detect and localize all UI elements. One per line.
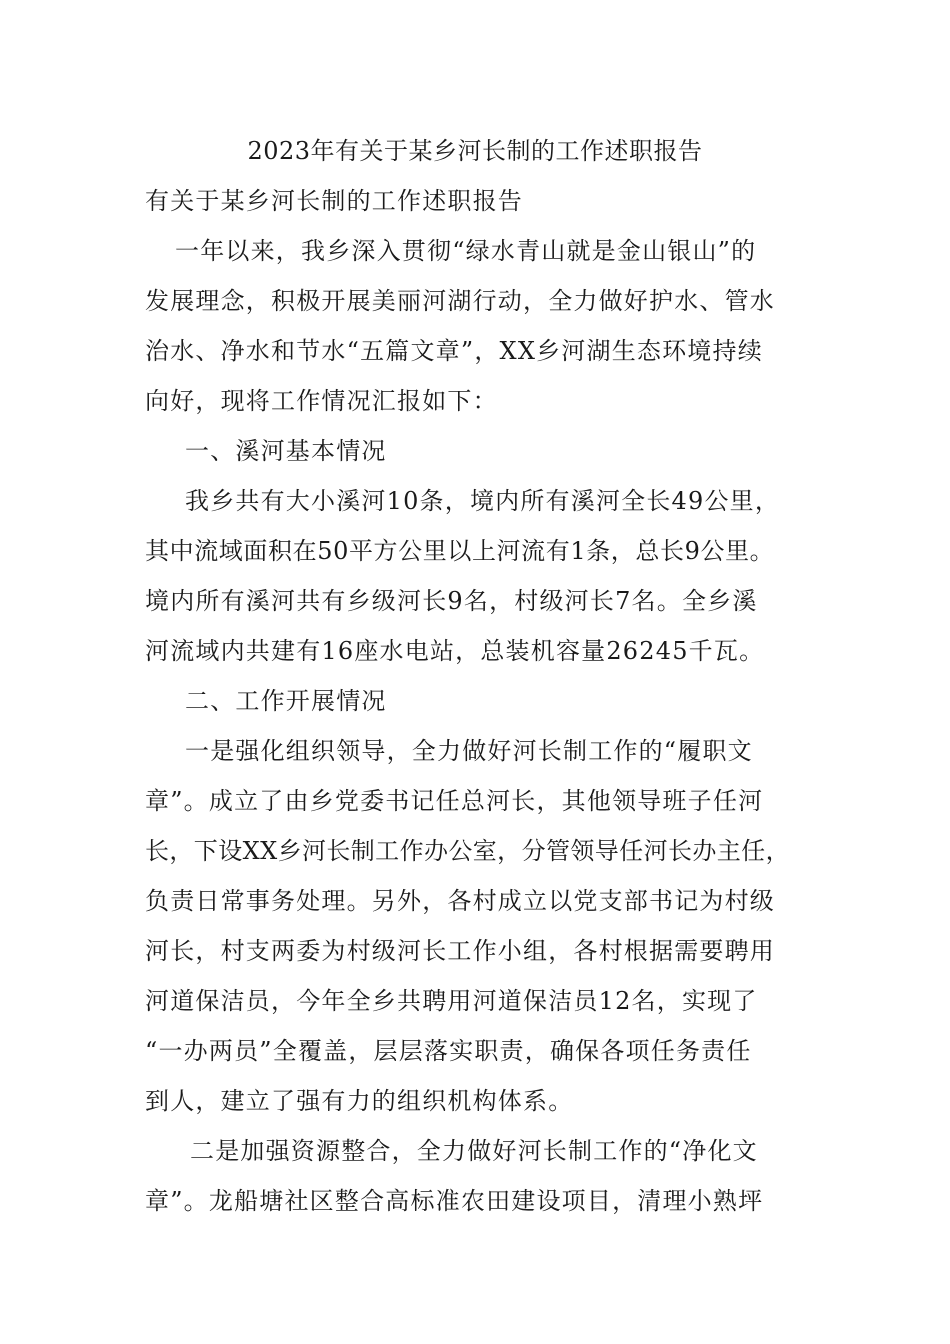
paragraph-line: 一是强化组织领导，全力做好河长制工作的“履职文 — [185, 737, 753, 765]
paragraph-line: 章”。成立了由乡党委书记任总河长，其他领导班子任河 — [145, 787, 764, 815]
document-title: 2023年有关于某乡河长制的工作述职报告 — [247, 137, 703, 165]
paragraph-line: 河道保洁员，今年全乡共聘用河道保洁员12名，实现了 — [145, 987, 758, 1015]
paragraph-line: 我乡共有大小溪河10条，境内所有溪河全长49公里， — [185, 487, 781, 515]
paragraph-line: 章”。龙船塘社区整合高标准农田建设项目，清理小熟坪 — [145, 1187, 764, 1215]
paragraph-line: 其中流域面积在50平方公里以上河流有1条，总长9公里。 — [145, 537, 775, 565]
paragraph-line: 发展理念，积极开展美丽河湖行动，全力做好护水、管水 — [145, 287, 775, 315]
paragraph-line: 二是加强资源整合，全力做好河长制工作的“净化文 — [190, 1137, 758, 1165]
paragraph-line: “一办两员”全覆盖，层层落实职责，确保各项任务责任 — [145, 1037, 752, 1065]
paragraph-line: 河长，村支两委为村级河长工作小组，各村根据需要聘用 — [145, 937, 775, 965]
paragraph-line: 治水、净水和节水“五篇文章”，XX乡河湖生态环境持续 — [145, 337, 763, 365]
paragraph-line: 负责日常事务处理。另外，各村成立以党支部书记为村级 — [145, 887, 775, 915]
section-heading: 一、溪河基本情况 — [185, 437, 387, 465]
paragraph-line: 向好，现将工作情况汇报如下： — [145, 387, 498, 415]
paragraph-line: 河流域内共建有16座水电站，总装机容量26245千瓦。 — [145, 637, 765, 665]
paragraph-line: 一年以来，我乡深入贯彻“绿水青山就是金山银山”的 — [175, 237, 757, 265]
paragraph-line: 境内所有溪河共有乡级河长9名，村级河长7名。全乡溪 — [145, 587, 758, 615]
paragraph-line: 到人，建立了强有力的组织机构体系。 — [145, 1087, 574, 1115]
paragraph-line: 长，下设XX乡河长制工作办公室，分管领导任河长办主任， — [145, 837, 790, 865]
section-heading: 二、工作开展情况 — [185, 687, 387, 715]
document-subtitle: 有关于某乡河长制的工作述职报告 — [145, 187, 523, 215]
